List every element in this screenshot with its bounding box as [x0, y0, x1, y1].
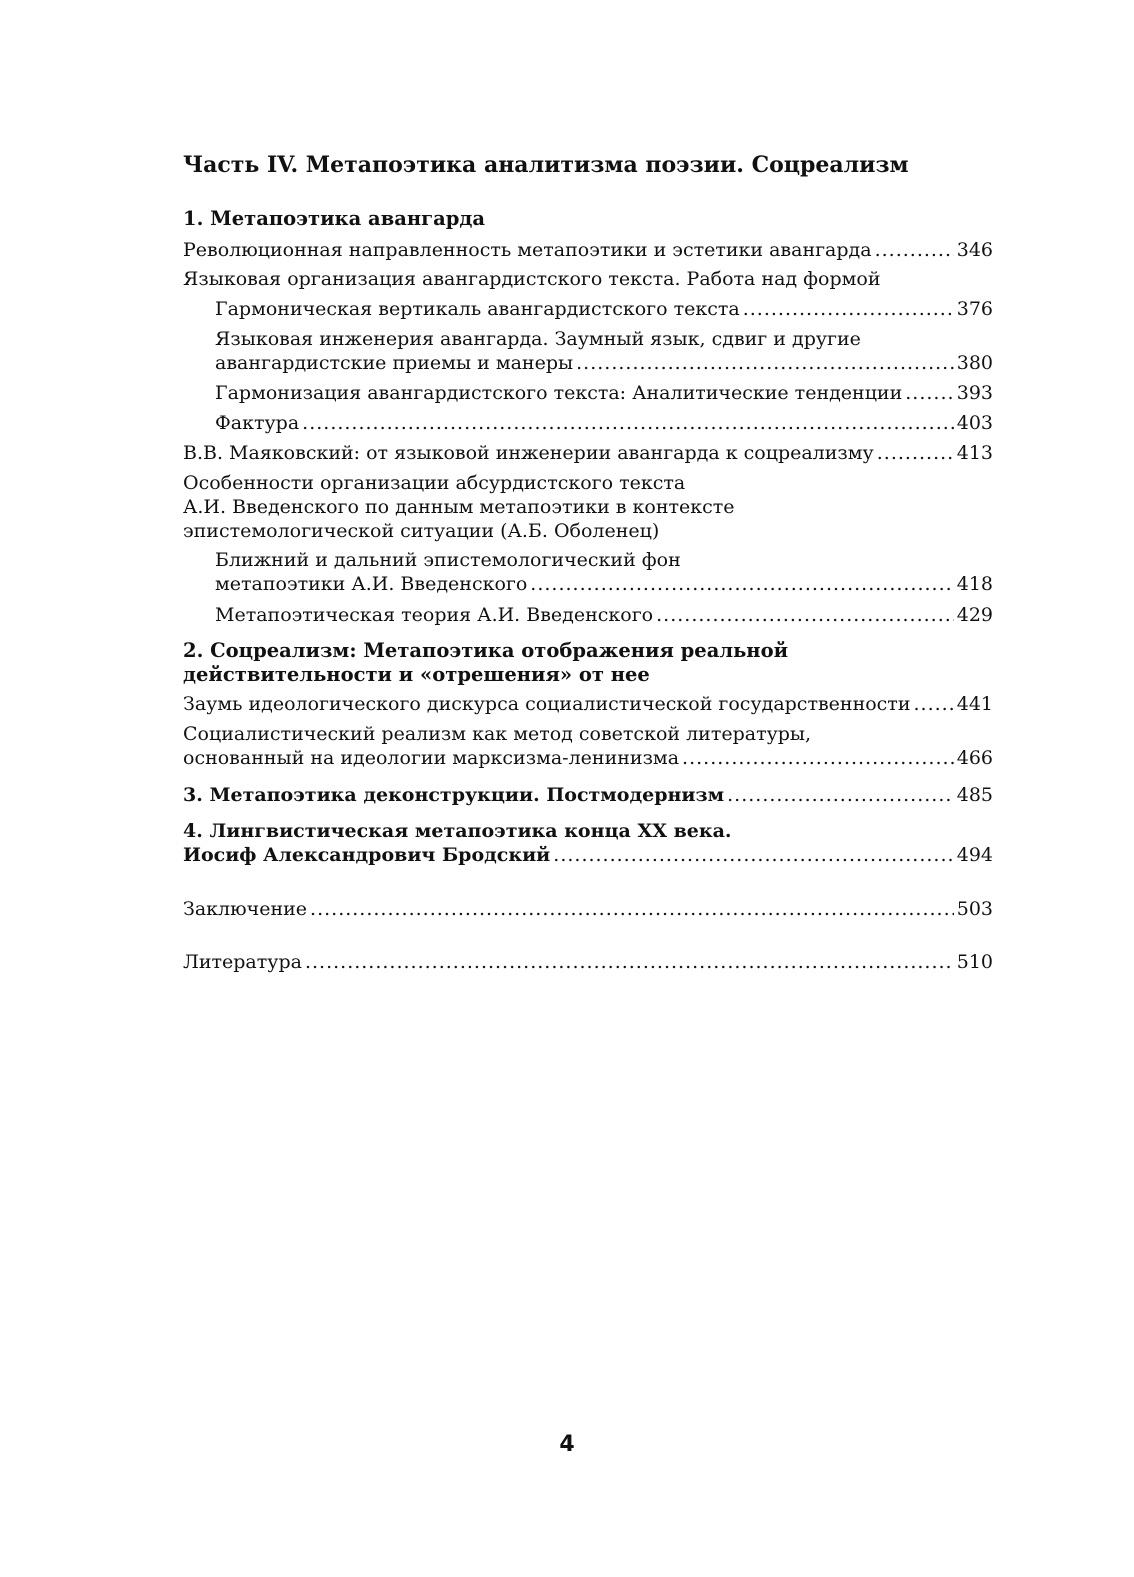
entry-title-line-1: Ближний и дальний эпистемологический фон — [215, 549, 681, 571]
entry-page: 466 — [956, 747, 993, 769]
entry-title: Языковая организация авангардистского текста. Работа над формой — [183, 268, 881, 290]
section-1-title: 1. Метапоэтика авангарда — [183, 207, 486, 230]
entry-title: Метапоэтическая теория А.И. Введенского — [215, 604, 654, 626]
entry-title-line-2: основанный на идеологии марксизма-ленинизма — [183, 747, 680, 769]
toc-subentry[interactable] — [215, 548, 993, 596]
section-title-line-1: 4. Лингвистическая метапоэтика конца XX века. — [183, 820, 732, 842]
toc-entry[interactable] — [183, 692, 993, 716]
toc-subentry[interactable] — [215, 327, 993, 375]
entry-page: 503 — [956, 898, 993, 920]
conclusion-entry[interactable] — [183, 897, 993, 921]
entry-page: 485 — [956, 784, 993, 806]
entry-title: Заумь идеологического дискурса социалистической государственности — [183, 693, 911, 715]
entry-title-line-2: авангардистские приемы и манеры — [215, 352, 574, 374]
entry-title: Гармоническая вертикаль авангардистского текста — [215, 298, 740, 320]
leader-dots — [905, 381, 953, 405]
entry-page: 429 — [956, 604, 993, 626]
entry-title-line-2: А.И. Введенского по данным метапоэтики в контексте — [183, 496, 735, 518]
leader-dots — [743, 297, 954, 321]
section-title-line-1: 2. Соцреализм: Метапоэтика отображения реальной — [183, 639, 789, 662]
entry-page: 380 — [956, 352, 993, 374]
leader-dots — [302, 411, 954, 435]
toc-subentry[interactable] — [215, 411, 993, 435]
entry-title: Фактура — [215, 412, 300, 434]
toc-entry[interactable] — [183, 441, 993, 465]
literature-entry[interactable] — [183, 950, 993, 974]
section-3-title: 3. Метапоэтика деконструкции. Постмодернизм — [183, 784, 725, 806]
entry-title: В.В. Маяковский: от языковой инженерии авангарда к соцреализму — [183, 442, 874, 464]
leader-dots — [913, 692, 953, 716]
entry-page: 510 — [956, 951, 993, 973]
entry-title: Гармонизация авангардистского текста: Аналитические тенденции — [215, 382, 903, 404]
entry-title: Литература — [183, 951, 302, 973]
toc-entry[interactable] — [183, 722, 993, 770]
entry-page: 441 — [956, 693, 993, 715]
leader-dots — [682, 746, 954, 770]
entry-title-line-1: Социалистический реализм как метод советской литературы, — [183, 723, 812, 745]
leader-dots — [576, 351, 954, 375]
toc-subentry[interactable] — [215, 297, 993, 321]
section-title-line-2: Иосиф Александрович Бродский — [183, 844, 551, 866]
leader-dots — [530, 572, 953, 596]
leader-dots — [305, 950, 954, 974]
entry-page: 403 — [956, 412, 993, 434]
entry-page: 418 — [956, 573, 993, 595]
toc-page — [183, 0, 993, 1577]
toc-subentry[interactable] — [215, 603, 993, 627]
toc-subentry[interactable] — [215, 381, 993, 405]
entry-title: Заключение — [183, 898, 308, 920]
leader-dots — [877, 441, 954, 465]
entry-page: 346 — [956, 239, 993, 261]
page-number: 4 — [559, 1432, 575, 1457]
leader-dots — [656, 603, 954, 627]
part-title: Часть IV. Метапоэтика аналитизма поэзии. Соцреализм — [183, 152, 909, 178]
section-4-entry[interactable] — [183, 819, 993, 867]
entry-page: 376 — [956, 298, 993, 320]
toc-entry[interactable] — [183, 471, 993, 543]
entry-title: Революционная направленность метапоэтики и эстетики авангарда — [183, 239, 872, 261]
toc-entry[interactable] — [183, 267, 993, 291]
entry-title-line-2: метапоэтики А.И. Введенского — [215, 573, 528, 595]
entry-page: 393 — [956, 382, 993, 404]
entry-title-line-3: эпистемологической ситуации (А.Б. Оболенец) — [183, 520, 660, 542]
leader-dots — [875, 238, 954, 262]
leader-dots — [553, 843, 953, 867]
entry-page: 494 — [956, 844, 993, 866]
entry-title-line-1: Языковая инженерия авангарда. Заумный язык, сдвиг и другие — [215, 328, 861, 350]
section-title-line-2: действительности и «отрешения» от нее — [183, 663, 650, 686]
leader-dots — [310, 897, 954, 921]
section-3-entry[interactable] — [183, 783, 993, 807]
leader-dots — [727, 783, 954, 807]
entry-page: 413 — [956, 442, 993, 464]
entry-title-line-1: Особенности организации абсурдистского текста — [183, 472, 686, 494]
toc-entry[interactable] — [183, 238, 993, 262]
section-2-title — [183, 639, 788, 687]
